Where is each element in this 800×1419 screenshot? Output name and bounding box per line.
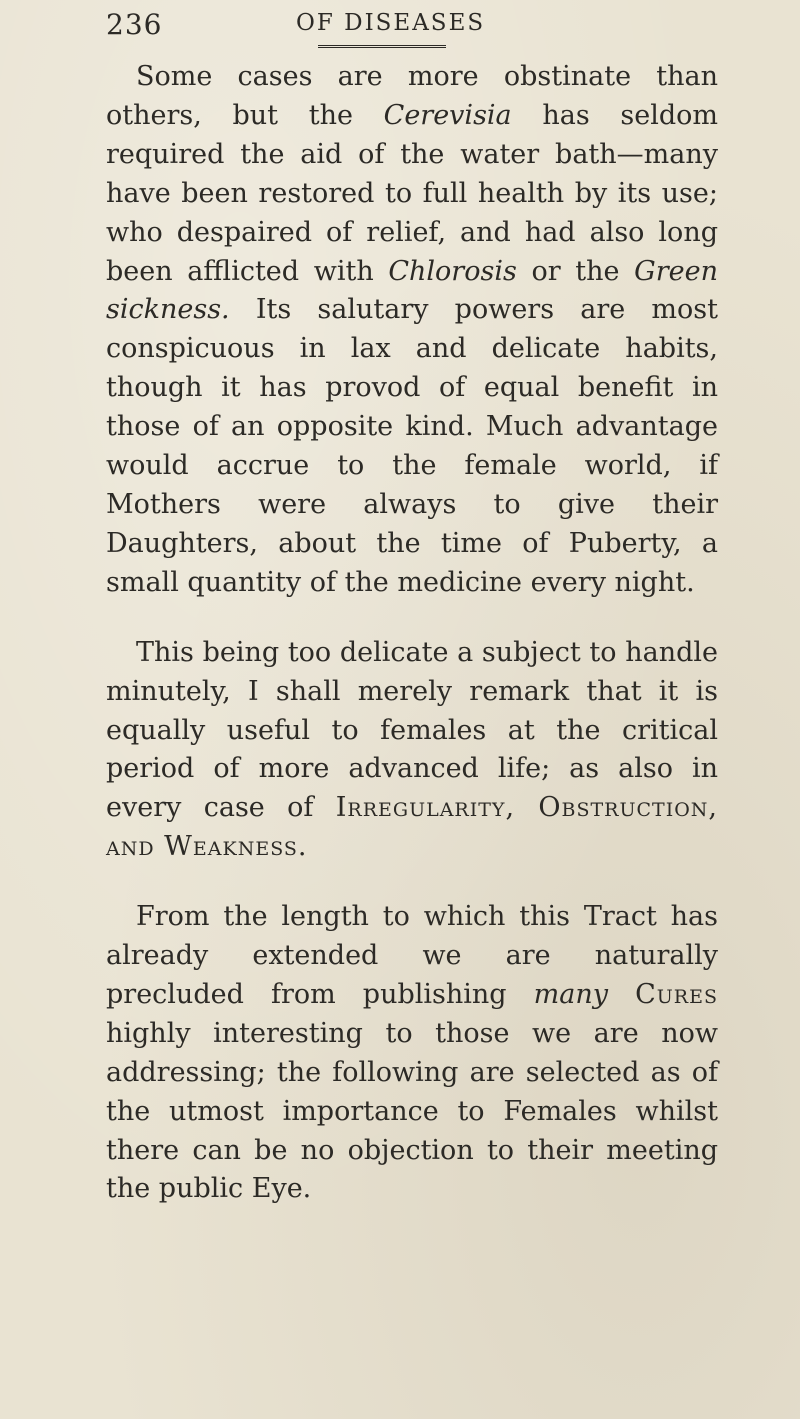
smallcaps-conditions: Irregularity, Obstruction, and Weakness.: [106, 792, 718, 863]
paragraph-females: [106, 634, 718, 867]
text-run: From the length to which this Tract has already extended we are naturally precluded from publishing: [106, 901, 718, 1010]
text-run: Some cases are more obstinate than others, but the: [106, 61, 718, 131]
page-number: 236: [106, 8, 163, 41]
italic-term-cerevisia: Cerevisia: [383, 99, 512, 131]
paragraph-cures: [106, 898, 718, 1209]
italic-term-chlorosis: Chlorosis: [388, 255, 517, 287]
text-run: has seldom required the aid of the water bath—many have been restored to full health by its use; who despaired of relief, and had also long been afflicted with: [106, 99, 718, 287]
running-head: [106, 8, 706, 48]
body-text: [106, 58, 718, 1209]
text-run: highly interesting to those we are now addressing; the following are selected as of the utmost importance to Females whilst there can be no objection to their meeting the public Eye.: [106, 1017, 718, 1205]
text-run: Its salutary powers are most conspicuous in lax and delicate habits, though it has provod of equal benefit in those of an opposite kind. Much advantage would accrue to the female world, if Mothers were always to give their Daughters, about the time of Puberty, a small quantity of the medicine every night.: [106, 294, 718, 598]
italic-word-many: many: [533, 978, 609, 1010]
smallcaps-cures: Cures: [635, 978, 718, 1010]
text-run: or the: [516, 255, 635, 287]
header-rule: [318, 45, 446, 48]
italic-term-green-sickness: Green sickness.: [106, 255, 718, 326]
text-run: [608, 979, 635, 1010]
running-head-title: OF DISEASES: [296, 10, 486, 36]
paragraph-cerevisia: [106, 58, 718, 603]
text-run: This being too delicate a subject to handle minutely, I shall merely remark that it is equally useful to females at the critical period of more advanced life; as also in every case of: [106, 636, 718, 824]
